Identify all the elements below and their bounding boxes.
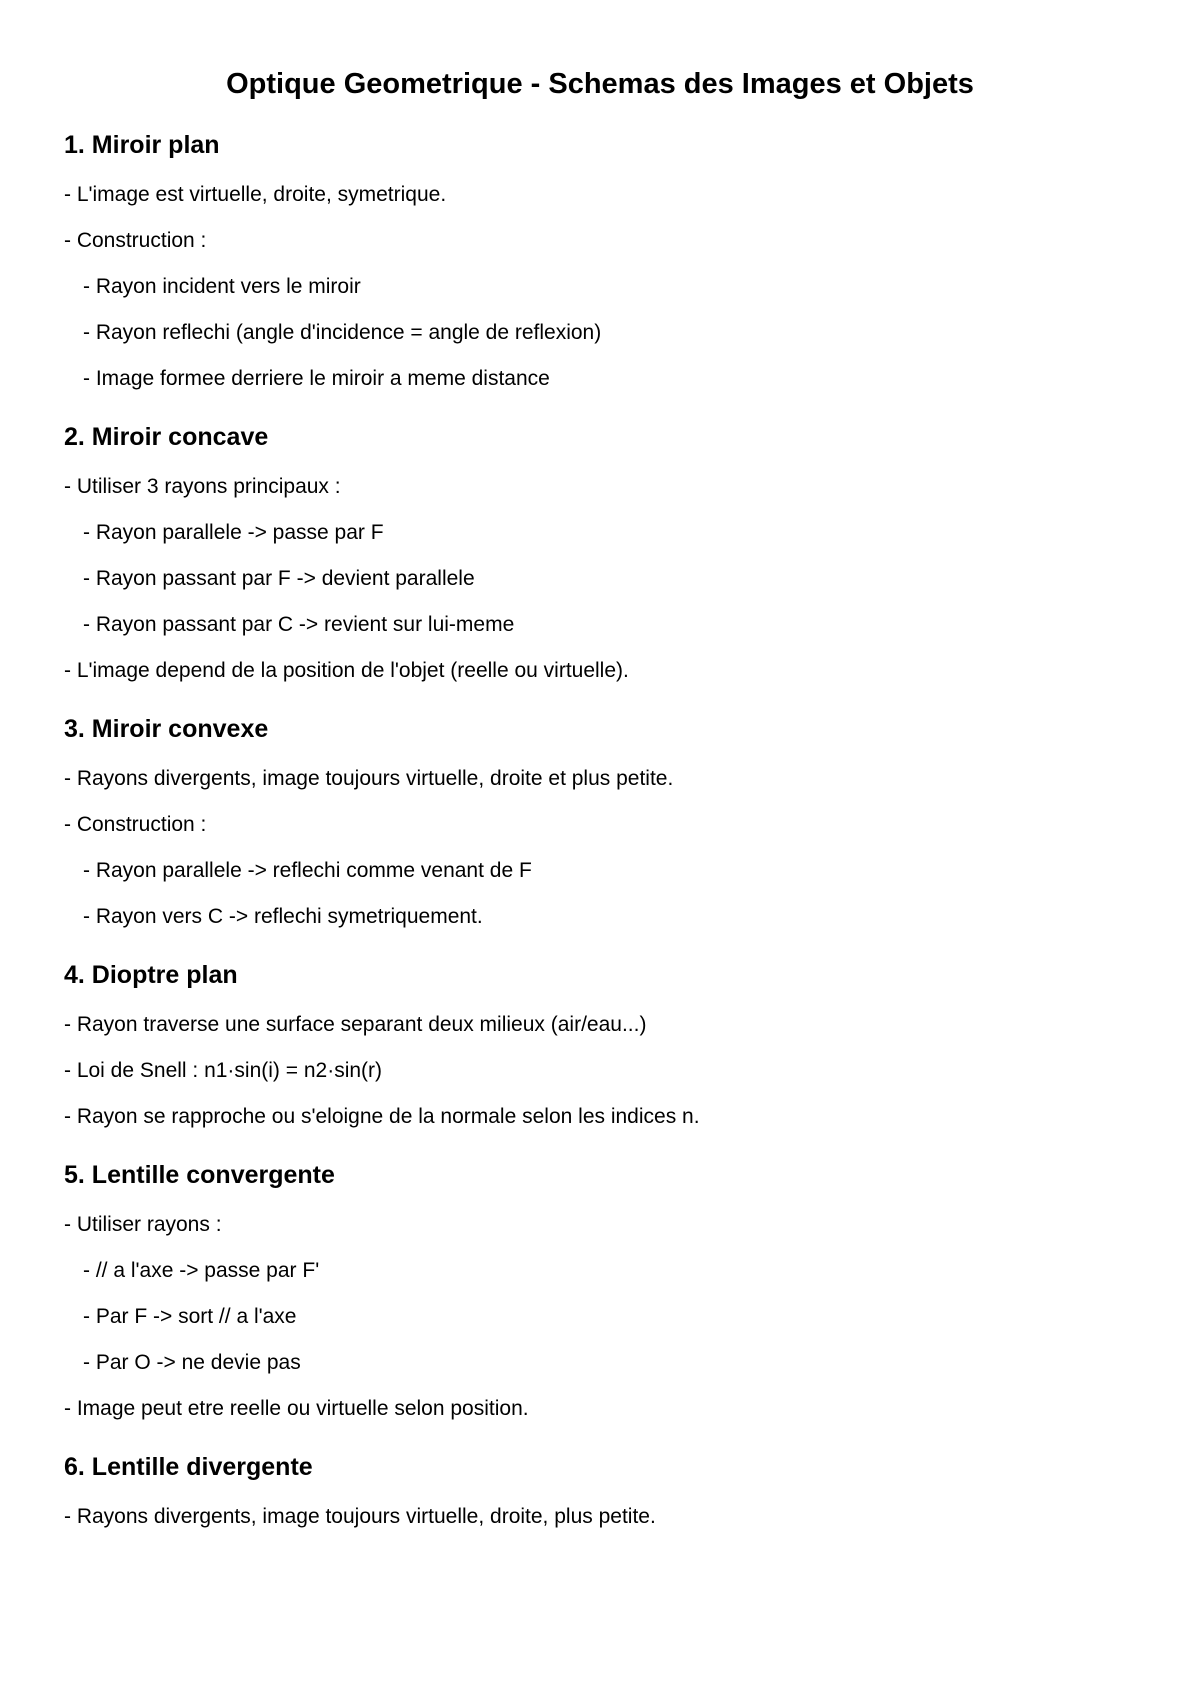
- bullet-line: - Rayons divergents, image toujours virtuelle, droite, plus petite.: [64, 1505, 656, 1528]
- sub-bullet-line: - Rayon reflechi (angle d'incidence = angle de reflexion): [83, 321, 602, 344]
- bullet-line: - L'image depend de la position de l'objet (reelle ou virtuelle).: [64, 659, 629, 682]
- section-heading: 6. Lentille divergente: [64, 1453, 313, 1481]
- section-heading: 3. Miroir convexe: [64, 715, 269, 743]
- section: [64, 710, 1136, 940]
- bullet-line: - Utiliser rayons :: [64, 1213, 222, 1236]
- sub-bullet-line: - Image formee derriere le miroir a meme distance: [83, 367, 550, 390]
- bullet-line: - Rayon traverse une surface separant deux milieux (air/eau...): [64, 1013, 647, 1036]
- bullet-line: - Utiliser 3 rayons principaux :: [64, 475, 341, 498]
- sub-bullet-line: - Rayon vers C -> reflechi symetriquement.: [83, 905, 483, 928]
- sub-bullet-line: - Rayon incident vers le miroir: [83, 275, 361, 298]
- section: [64, 418, 1136, 694]
- bullet-line: - Rayon se rapproche ou s'eloigne de la normale selon les indices n.: [64, 1105, 700, 1128]
- section-heading: 2. Miroir concave: [64, 423, 269, 451]
- sub-bullet-line: - Par O -> ne devie pas: [83, 1351, 301, 1374]
- bullet-line: - Loi de Snell : n1·sin(i) = n2·sin(r): [64, 1059, 383, 1082]
- bullet-line: - L'image est virtuelle, droite, symetrique.: [64, 183, 447, 206]
- sub-bullet-line: - Rayon parallele -> passe par F: [83, 521, 384, 544]
- section: [64, 1448, 1136, 1540]
- sub-bullet-line: - Rayon passant par F -> devient parallele: [83, 567, 475, 590]
- bullet-line: - Construction :: [64, 229, 207, 252]
- section-heading: 1. Miroir plan: [64, 131, 220, 159]
- section: [64, 956, 1136, 1140]
- section: [64, 126, 1136, 402]
- section-heading: 4. Dioptre plan: [64, 961, 238, 989]
- bullet-line: - Rayons divergents, image toujours virtuelle, droite et plus petite.: [64, 767, 674, 790]
- sub-bullet-line: - Par F -> sort // a l'axe: [83, 1305, 297, 1328]
- sub-bullet-line: - // a l'axe -> passe par F': [83, 1259, 320, 1282]
- sub-bullet-line: - Rayon passant par C -> revient sur lui-meme: [83, 613, 515, 636]
- bullet-line: - Construction :: [64, 813, 207, 836]
- sub-bullet-line: - Rayon parallele -> reflechi comme venant de F: [83, 859, 532, 882]
- section: [64, 1156, 1136, 1432]
- bullet-line: - Image peut etre reelle ou virtuelle selon position.: [64, 1397, 529, 1420]
- sections-container: [64, 126, 1136, 1540]
- page-title: Optique Geometrique - Schemas des Images et Objets: [226, 68, 974, 100]
- section-heading: 5. Lentille convergente: [64, 1161, 335, 1189]
